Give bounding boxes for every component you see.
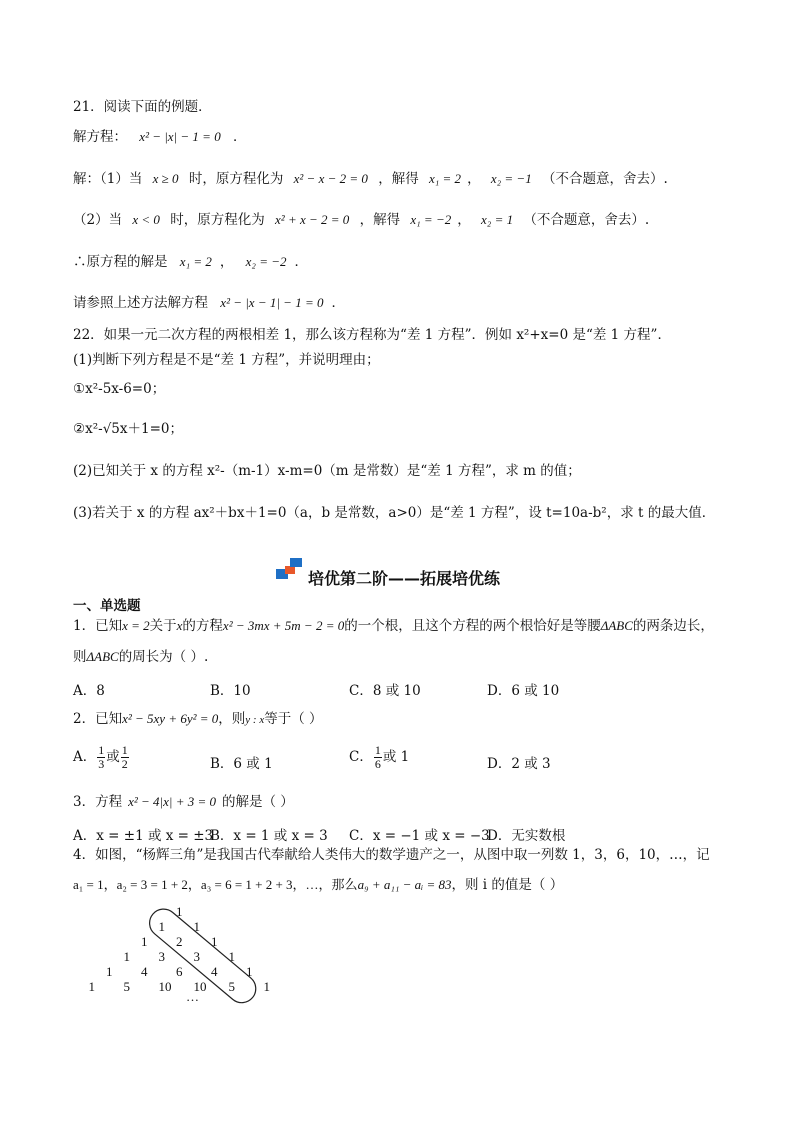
mc2-stem-a: 2．已知 <box>73 711 123 727</box>
q21-case2-root2: x₂ = 1 <box>481 212 514 227</box>
mc3-option-a[interactable]: A．x = ±1 或 x = ±3 <box>73 828 214 844</box>
q22-equation1: ①x²-5x-6=0； <box>73 381 166 397</box>
q21-case1-condition: x ≥ 0 <box>152 171 179 186</box>
mc4-stem2-a: a₁ = 1，a₂ = 3 = 1 + 2，a₃ = 6 = 1 + 2 + 3，…，那么 <box>73 877 358 892</box>
q21-case2-mid: 时，原方程化为 <box>170 212 265 228</box>
mc1-option-a[interactable]: A．8 <box>73 683 105 699</box>
mc3-option-b[interactable]: B．x = 1 或 x = 3 <box>210 828 328 844</box>
q21-case1-root2: x₂ = −1 <box>490 171 532 186</box>
mc4-stem-line2 <box>73 876 563 894</box>
triangle-number: 1 <box>263 979 270 994</box>
triangle-number: 6 <box>176 964 183 979</box>
mc2-option-b[interactable]: B．6 或 1 <box>210 756 273 772</box>
triangle-ellipsis: … <box>186 989 199 1004</box>
triangle-number: 1 <box>88 979 95 994</box>
mc3-stem-b: x² − 4|x| + 3 = 0 <box>128 794 216 809</box>
mc2-option-c-label: C． <box>349 749 373 765</box>
mc4-stem-line1: 4．如图，“杨辉三角”是我国古代奉献给人类伟大的数学遗产之一，从图中取一列数 1，3，6，10，…，记 <box>73 847 710 863</box>
q22-part1: (1)判断下列方程是不是“差 1 方程”，并说明理由； <box>73 352 380 368</box>
mc2-option-d[interactable]: D．2 或 3 <box>487 756 551 772</box>
mc2-option-a-or: 或 <box>106 749 120 765</box>
mc4-stem2-b: a₉ + a₁₁ − aᵢ = 83 <box>357 877 452 892</box>
q21-solve-label: 解方程： <box>73 129 127 145</box>
q21-case2-root1: x₁ = −2 <box>410 212 452 227</box>
mc1-option-b[interactable]: B．10 <box>210 683 251 699</box>
q21-conclusion-root2: x₂ = −2 <box>245 254 287 269</box>
q22-intro: 22．如果一元二次方程的两根相差 1，那么该方程称为“差 1 方程”．例如 x²+x=0 是“差 1 方程”． <box>73 327 671 343</box>
yanghui-triangle-figure <box>70 900 310 1010</box>
triangle-number: 1 <box>193 919 200 934</box>
mc2-option-c[interactable] <box>349 744 409 771</box>
triangle-number: 4 <box>141 964 148 979</box>
mc2-stem-line <box>73 710 323 729</box>
triangle-number: 1 <box>211 934 218 949</box>
mc2-option-a-frac1: $\frac{1}{3}$ <box>98 743 105 771</box>
triangle-number: 1 <box>246 964 253 979</box>
triangle-number: 1 <box>176 904 183 919</box>
triangle-number: 1 <box>141 934 148 949</box>
q22-part3: (3)若关于 x 的方程 ax²＋bx＋1=0（a，b 是常数，a>0）是“差 1 方程”，设 t=10a-b²，求 t 的最大值． <box>73 505 716 521</box>
q21-case1-root1: x₁ = 2 <box>429 171 462 186</box>
triangle-number: 1 <box>228 949 235 964</box>
mc3-option-c[interactable]: C．x = −1 或 x = −3 <box>349 828 490 844</box>
mc1-stem-line2 <box>73 648 208 666</box>
triangle-number: 5 <box>123 979 130 994</box>
q21-case1-note: （不合题意，舍去）. <box>542 171 668 187</box>
mc3-stem-a: 3．方程 <box>73 794 123 810</box>
section-title: 培优第二阶——拓展培优练 <box>308 569 501 588</box>
mc2-option-a[interactable] <box>73 744 130 771</box>
mc1-stem-d: x <box>176 618 183 633</box>
mc2-stem-c: ，则 <box>218 711 246 727</box>
q21-case1-prefix: 解：（1）当 <box>73 171 143 187</box>
mc3-option-d[interactable]: D．无实数根 <box>487 828 566 844</box>
q21-case1-solve: ，解得 <box>378 171 419 187</box>
q21-case2-condition: x < 0 <box>132 212 160 227</box>
mc3-stem-c: 的解是（ ） <box>222 794 294 810</box>
section-logo-icon <box>276 556 302 582</box>
mc2-option-c-tail: 或 1 <box>382 749 410 765</box>
triangle-number: 1 <box>106 964 113 979</box>
q21-main-equation: x² − |x| − 1 = 0 <box>139 129 221 144</box>
mc1-stem2-a: 则 <box>73 649 87 665</box>
q21-case2-equation: x² + x − 2 = 0 <box>275 212 350 227</box>
q21-task-line: 请参照上述方法解方程 x² − |x − 1| − 1 = 0 ． <box>73 295 345 311</box>
triangle-number: 5 <box>228 979 235 994</box>
q21-intro: 21．阅读下面的例题． <box>73 99 212 115</box>
triangle-number: 10 <box>158 979 172 994</box>
mc1-stem-line1 <box>73 617 714 635</box>
q21-case2-line: （2）当 x < 0 时，原方程化为 x² + x − 2 = 0 ，解得 x₁ = −2 ， x₂ = 1 （不合题意，舍去）. <box>73 212 650 228</box>
q21-case1-equation: x² − x − 2 = 0 <box>293 171 368 186</box>
q22-equation2: ②x²-√5x＋1=0； <box>73 421 183 437</box>
q21-case2-prefix: （2）当 <box>73 212 123 228</box>
q21-case2-note: （不合题意，舍去）. <box>523 212 650 228</box>
mc2-stem-e: 等于（ ） <box>264 711 323 727</box>
q21-equation-line <box>73 128 247 146</box>
q21-task-equation: x² − |x − 1| − 1 = 0 <box>220 295 324 310</box>
q22-part2: (2)已知关于 x 的方程 x²-（m-1）x-m=0（m 是常数）是“差 1 方程”，求 m 的值； <box>73 463 581 479</box>
mc1-stem-e: 的方程 <box>182 618 223 634</box>
q21-conclusion-root1: x₁ = 2 <box>179 254 212 269</box>
q21-case1-line: 解：（1）当 x ≥ 0 时，原方程化为 x² − x − 2 = 0 ，解得 x₁ = 2 ， x₂ = −1 （不合题意，舍去）. <box>73 171 668 187</box>
mc1-stem-h: ΔABC <box>600 618 633 633</box>
triangle-number: 1 <box>123 949 130 964</box>
q21-conclusion-line: ∴原方程的解是 x₁ = 2 ， x₂ = −2 ． <box>73 254 308 270</box>
triangle-number: 4 <box>211 964 218 979</box>
mc1-stem-a: 1．已知 <box>73 618 123 634</box>
mc4-stem2-c: ，则 i 的值是（ ） <box>451 877 564 893</box>
q21-case1-mid: 时，原方程化为 <box>188 171 284 187</box>
mc2-option-c-frac: $\frac{1}{6}$ <box>374 743 381 771</box>
mc1-stem-c: 关于 <box>149 618 177 634</box>
mc1-stem-i: 的两条边长， <box>632 618 714 634</box>
mc1-stem2-c: 的周长为（ ）. <box>118 649 209 665</box>
mc1-stem2-b: ΔABC <box>86 649 119 664</box>
mc2-stem-b: x² − 5xy + 6y² = 0 <box>122 711 219 726</box>
triangle-number: 1 <box>158 919 165 934</box>
mc2-stem-d: y : x <box>245 714 265 726</box>
triangle-number: 3 <box>193 949 200 964</box>
mc1-stem-g: 的一个根，且这个方程的两个根恰好是等腰 <box>344 618 601 634</box>
mc3-stem-line <box>73 793 294 811</box>
section-subtitle: 一、单选题 <box>73 598 141 614</box>
triangle-number: 10 <box>193 979 207 994</box>
mc2-option-a-label: A． <box>73 749 97 765</box>
mc1-option-c[interactable]: C．8 或 10 <box>349 683 421 699</box>
mc2-option-a-frac2: $\frac{1}{2}$ <box>121 743 128 771</box>
q21-case2-solve: ，解得 <box>359 212 401 228</box>
mc1-option-d[interactable]: D．6 或 10 <box>487 683 560 699</box>
mc1-stem-b: x = 2 <box>122 618 150 633</box>
q21-conclusion-prefix: ∴原方程的解是 <box>73 254 168 270</box>
q21-task-prefix: 请参照上述方法解方程 <box>73 295 208 311</box>
q21-period: ． <box>233 129 247 145</box>
mc1-stem-f: x² − 3mx + 5m − 2 = 0 <box>222 618 345 633</box>
triangle-number: 3 <box>158 949 165 964</box>
triangle-number: 2 <box>176 934 183 949</box>
